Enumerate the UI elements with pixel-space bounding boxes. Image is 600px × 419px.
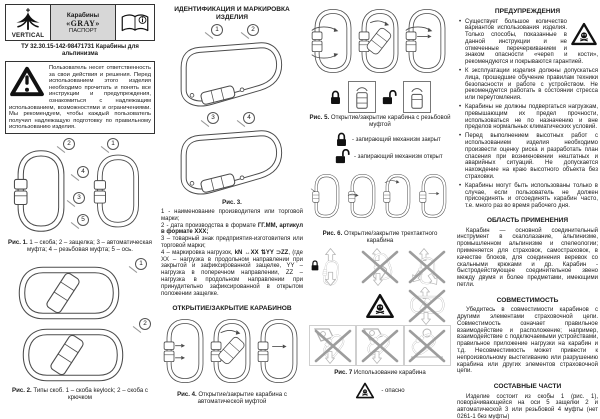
open-close-heading: ОТКРЫТИЕ/ЗАКРЫТИЕ КАРАБИНОВ	[172, 305, 292, 313]
triact-carabiner-step2	[346, 167, 379, 225]
usage-wrong-cell	[356, 247, 403, 286]
figure-3-top	[161, 24, 303, 112]
product-name: «GRAY»	[66, 18, 100, 28]
oval-carabiner-auto-drawing	[13, 148, 69, 234]
padlock-open-icon	[382, 90, 397, 105]
triact-carabiner-step3	[381, 167, 414, 225]
figure-6-caption: Рис. 6. Открытие/закрытие трехтактного карабина	[322, 230, 438, 244]
triact-carabiner-open	[417, 167, 450, 225]
usage-correct-cell	[309, 247, 356, 286]
title-cell	[51, 5, 116, 40]
brand-name: VERTICAL	[11, 31, 45, 39]
usage-wrong-cell	[404, 247, 451, 286]
identification-heading: ИДЕНТИФИКАЦИЯ И МАРКИРОВКА ИЗДЕЛИЯ	[174, 6, 290, 21]
legend-unlocked	[335, 149, 451, 164]
figure-3-caption: Рис. 3.	[222, 199, 242, 206]
wrong-triaxial-load-drawing	[405, 248, 449, 286]
anchor-wrong-cell	[309, 325, 356, 366]
warning-item: • Карабины не должны подвергаться нагрузкам, превышающим их предел прочности, использоваться не по назначению и вне пределов нормальных климатических условий.	[459, 104, 598, 131]
marking-item-2: 2 - дата производства в формате ГГ.ММ, артикул в формате XXX;	[161, 222, 303, 236]
doc-type: ПАСПОРТ	[69, 27, 97, 34]
callout-3: 3	[207, 112, 219, 124]
callout-4: 4	[77, 166, 89, 178]
screwgate-open-drawing	[358, 6, 402, 76]
oval-carabiner-screw-drawing	[93, 148, 143, 234]
callout-5: 5	[77, 214, 89, 226]
figure-5-drawings	[309, 6, 451, 80]
callout-2: 2	[247, 24, 259, 36]
d-carabiner-marking-drawing	[165, 124, 295, 200]
carabiner-gate-open-alt-drawing	[257, 316, 301, 386]
screwgate-carabiner-drawing	[405, 6, 449, 76]
user-responsibility-warning	[5, 61, 155, 134]
warning-item: • Перед выполнением высотных работ с использованием изделия необходимо произвести оценку риска и разработать план спасения при возникновении нештатных и аварийных ситуаций. Не допускается нахождение на краю высотного объекта без страховки.	[459, 133, 598, 181]
sleeve-drawing	[353, 84, 371, 110]
figure-1	[5, 138, 155, 238]
figure-7-grid	[309, 247, 451, 366]
d-carabiner-marking-drawing	[165, 36, 295, 112]
anchor-wrong-cell	[356, 325, 403, 366]
callout-1: 1	[135, 258, 147, 270]
wrong-wide-load-drawing	[405, 287, 449, 325]
figure-7-caption: Рис. 7 Использование карабина	[334, 369, 426, 376]
application-heading: ОБЛАСТЬ ПРИМЕНЕНИЯ	[486, 217, 569, 225]
padlock-closed-icon	[329, 90, 342, 105]
column-4	[457, 4, 598, 419]
compatibility-heading: СОВМЕСТИМОСТЬ	[496, 296, 559, 304]
keylock-carabiner-drawing	[13, 264, 125, 322]
warnings-list	[457, 19, 598, 213]
components-heading: СОСТАВНЫЕ ЧАСТИ	[493, 383, 562, 391]
wrong-edge-drawing	[405, 327, 449, 365]
padlock-closed-icon	[310, 260, 320, 271]
warning-item: • К эксплуатации изделия должны допускаться лица, прошедшие обучение правилам техники безопасности и работе с устройством. Не рекомендуется работать в состоянии стресса или переутомления.	[459, 68, 598, 102]
vertical-tree-logo-icon	[11, 7, 45, 31]
callout-2: 2	[63, 138, 75, 150]
figure-2	[5, 258, 155, 386]
figure-4-caption: Рис. 4. Открытие/закрытие карабина с автоматической муфтой	[177, 390, 287, 405]
callout-1: 1	[211, 24, 223, 36]
figure-2-caption: Рис. 2. Типы скоб. 1 – скоба keylock; 2 – скоба с крючком	[12, 386, 148, 401]
screwgate-carabiner-drawing	[311, 6, 355, 76]
carabiner-gate-open-drawing	[210, 316, 254, 386]
danger-legend-text: - опасно	[381, 387, 405, 394]
warning-text: Пользователь несет ответственность за свои действия и решения. Перед использованием этого изделия необходимо прочитать и понять все инструкции и предупреждения, ознакомиться с надлежащим использованием, возможностями и ограничениями. Мы рекомендуем, чтобы каждый пользователь получил надлежащую подготовку по правильному использованию изделия.	[9, 65, 151, 131]
empty-cell	[309, 286, 356, 325]
callout-3: 3	[73, 192, 85, 204]
manual-icon-cell	[116, 5, 154, 40]
skull-triangle-icon	[355, 382, 375, 399]
sleeve-locked-detail	[348, 81, 376, 113]
application-text: Карабин — основной соединительный инструмент в скалолазание, альпинизме, промышленном альпинизме и спелеологии; применяется для страховок, самостраховок, в качестве блоков, для соединения веревок со скальными крюками и др. Карабин - быстродействующее соединительное звено между двумя и более предметами, имеющими петли.	[457, 227, 598, 288]
wrong-anchor-drawing	[358, 327, 402, 365]
skull-triangle-icon	[365, 293, 395, 319]
skull-triangle-icon	[570, 22, 598, 46]
danger-triangle-cell	[356, 286, 403, 325]
product-type: Карабины	[66, 11, 100, 19]
read-manual-book-icon	[120, 12, 150, 34]
callout-1: 1	[107, 138, 119, 150]
figure-5-caption: Рис. 5. Открытие/закрытие карабина с резьбовой муфтой	[309, 114, 451, 128]
marking-item-1: 1 - наименование производителя или торговой марки;	[161, 209, 303, 222]
legend-locked-text: - запирающий механизм закрыт	[352, 136, 441, 143]
carabiner-closed-drawing	[163, 316, 207, 386]
warning-triangle-icon	[9, 66, 45, 97]
danger-legend	[309, 382, 451, 399]
tu-standard-line: ТУ 32.30.15-142-98471731 Карабины для альпинизма	[21, 44, 139, 57]
callout-2: 2	[139, 318, 151, 330]
triact-carabiner-step1	[310, 167, 343, 225]
column-1	[5, 4, 155, 419]
padlock-open-icon	[335, 149, 350, 164]
marking-item-4: 4 – маркировка нагрузок, kN ↔XX ⇅YY ⊃ZZ, (где XX – нагрузка в продольном направлении при закрытой и зафиксированной защелке, YY – нагрузка в поперечном направлении, ZZ – нагрузка в продольном направлении при принудительно зафиксированной в открытом положении защелке.	[161, 249, 303, 297]
wrong-anchor-drawing	[311, 327, 355, 365]
figure-6-drawings	[309, 167, 451, 229]
header-table	[5, 4, 155, 41]
legend-unlocked-text: - запирающий механизм открыт	[354, 153, 443, 160]
column-2	[161, 4, 303, 419]
warning-item: • Существует большое количество вариантов использования изделия. Только способы, показанные в данной инструкции и не отмеченные перечеркиванием и знаком опасности «череп и кости», рекомендуются и покрываются гарантией.	[459, 19, 598, 67]
column-3	[309, 4, 451, 419]
callout-4: 4	[243, 112, 255, 124]
warnings-heading: ПРЕДУПРЕЖДЕНИЯ	[494, 8, 561, 15]
figure-4	[161, 316, 303, 390]
hook-notch-carabiner-drawing	[17, 326, 129, 384]
lock-detail-row	[309, 81, 451, 113]
figure-1-caption: Рис. 1. 1 – скоба; 2 – защелка; 3 – автоматическая муфта; 4 – резьбовая муфта; 5 – ось.	[8, 238, 152, 253]
warning-item: • Карабины могут быть использованы только в случае, если пользователь не должен присоединять и отсоединять карабин часто, т.е. много раз во время рабочего дня.	[459, 183, 598, 210]
marking-item-3: 3 – товарный знак предприятия-изготовителя или торговой марки;	[161, 236, 303, 249]
usage-wrong-cell	[404, 286, 451, 325]
compatibility-text: Убедитесь в совместимости карабинов с другими элементами страховочной цепи. Совместимость означает правильное взаимодействие и расположение; например, взаимодействие с подключаемыми устройствами, правильное приложение нагрузки на карабин и т.д. Несовместимость может привести к непроизвольному выстегиванию или разрушению карабина или других элементов страховочной цепи.	[457, 307, 598, 375]
legend-locked	[335, 132, 451, 147]
padlock-closed-icon	[335, 132, 348, 147]
wrong-load-drawing	[358, 248, 402, 286]
components-text: Изделие состоит из скобы 1 (рис. 1), поворачивающейся на оси 5 защелки 2 и автоматической 3 или резьбовой 4 муфты (нет 0261-1 без муфты)	[457, 393, 598, 419]
edge-wrong-cell	[404, 325, 451, 366]
sleeve-unlocked-detail	[403, 81, 431, 113]
brand-logo-cell	[6, 5, 51, 40]
sleeve-drawing	[408, 84, 426, 110]
figure-3-bottom	[161, 112, 303, 198]
